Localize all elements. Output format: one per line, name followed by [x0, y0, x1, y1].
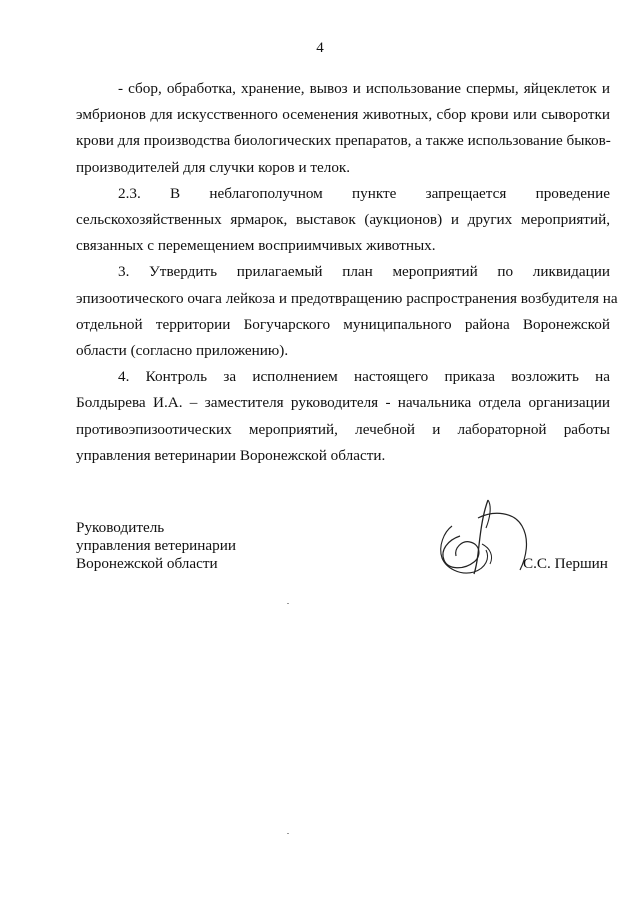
- signer-position: [76, 519, 236, 573]
- scan-speck: [287, 603, 289, 604]
- paragraph-line: управления ветеринарии Воронежской области.: [76, 446, 386, 464]
- paragraph-line: области (согласно приложению).: [76, 342, 289, 360]
- paragraph-line: 2.3. В неблагополучном пункте запрещается проведение: [118, 184, 610, 202]
- paragraph-line: отдельной территории Богучарского муниципального района Воронежской: [76, 315, 610, 333]
- paragraph-2-3: [76, 181, 610, 260]
- paragraph-line: связанных с перемещением восприимчивых животных.: [76, 237, 436, 255]
- paragraph-line: эмбрионов для искусственного осеменения животных, сбор крови или сыворотки: [76, 106, 610, 124]
- paragraph-3: [76, 259, 618, 364]
- paragraph-line: противоэпизоотических мероприятий, лечебной и лабораторной работы: [76, 420, 610, 438]
- handwritten-signature: [430, 496, 530, 578]
- signer-name: С.С. Першин: [523, 555, 608, 572]
- paragraph-line: эпизоотического очага лейкоза и предотвращению распространения возбудителя на: [76, 289, 618, 307]
- page-number: 4: [316, 40, 324, 56]
- paragraph-list-item: [76, 76, 610, 181]
- paragraph-line: 4. Контроль за исполнением настоящего приказа возложить на: [118, 368, 610, 386]
- scan-speck: [287, 833, 289, 834]
- signer-position-line: Руководитель: [76, 519, 165, 536]
- document-body: [76, 76, 618, 469]
- paragraph-line: сельскохозяйственных ярмарок, выставок (аукционов) и других мероприятий,: [76, 211, 610, 229]
- paragraph-line: крови для производства биологических препаратов, а также использование быков-: [76, 132, 611, 150]
- paragraph-line: производителей для случки коров и телок.: [76, 158, 351, 176]
- paragraph-4: [76, 364, 610, 469]
- paragraph-line: 3. Утвердить прилагаемый план мероприятий по ликвидации: [118, 263, 610, 281]
- signer-position-line: Воронежской области: [76, 555, 218, 572]
- paragraph-line: - сбор, обработка, хранение, вывоз и использование спермы, яйцеклеток и: [118, 80, 610, 97]
- paragraph-line: Болдырева И.А. – заместителя руководителя - начальника отдела организации: [76, 394, 610, 412]
- signer-position-line: управления ветеринарии: [76, 537, 237, 554]
